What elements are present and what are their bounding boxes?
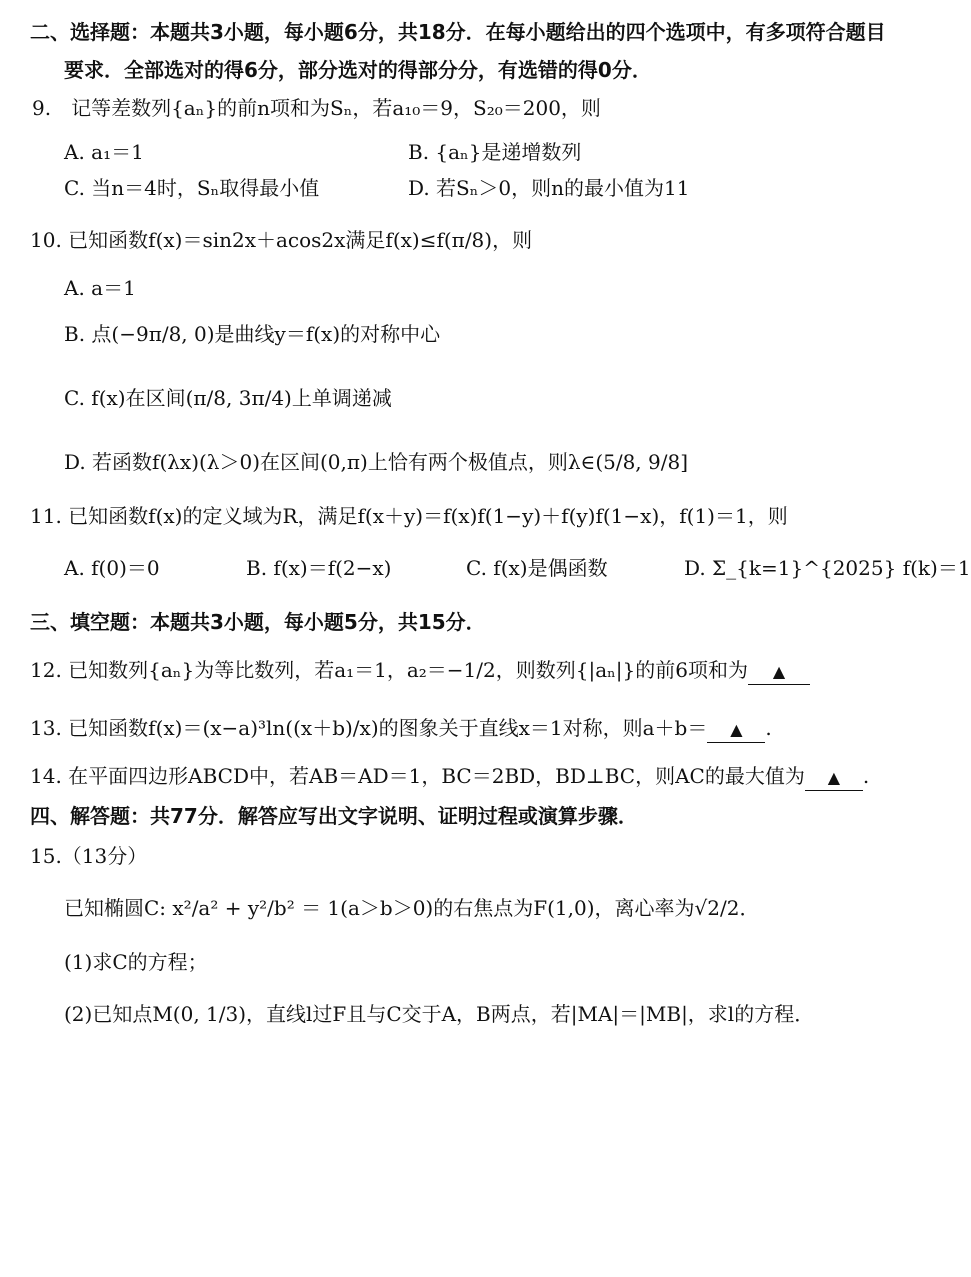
question-9-stem: 9. 记等差数列{aₙ}的前n项和为Sₙ，若a₁₀＝9，S₂₀＝200，则 bbox=[32, 96, 601, 120]
question-10-option-b: B. 点(−9π/8, 0)是曲线y＝f(x)的对称中心 bbox=[64, 322, 441, 346]
question-14-text: 14. 在平面四边形ABCD中，若AB＝AD＝1，BC＝2BD，BD⊥BC，则AC的最大值为 bbox=[30, 764, 805, 788]
question-10-option-d: D. 若函数f(λx)(λ＞0)在区间(0,π)上恰有两个极值点，则λ∈(5/8, 9/8] bbox=[64, 450, 689, 474]
question-15-stem: 已知椭圆C: x²/a² + y²/b² ＝ 1(a＞b＞0)的右焦点为F(1,0)，离心率为√2/2． bbox=[64, 896, 760, 920]
answer-triangle-icon: ▲ bbox=[730, 720, 743, 739]
question-15-part-2: (2)已知点M(0, 1/3)，直线l过F且与C交于A，B两点，若|MA|＝|MB|，求l的方程． bbox=[64, 1002, 815, 1026]
question-13-text: 13. 已知函数f(x)＝(x−a)³ln((x＋b)/x)的图象关于直线x＝1对称，则a＋b＝ bbox=[30, 716, 708, 740]
question-13 bbox=[30, 714, 772, 743]
question-13-tail: . bbox=[765, 716, 772, 740]
question-14 bbox=[30, 762, 869, 791]
question-14-answer-blank bbox=[805, 764, 863, 791]
question-11-option-a: A. f(0)＝0 bbox=[64, 556, 160, 580]
question-11-option-d: D. Σ_{k=1}^{2025} f(k)＝1 bbox=[684, 556, 971, 580]
section4-heading: 四、解答题：共77分．解答应写出文字说明、证明过程或演算步骤． bbox=[30, 804, 638, 828]
question-12 bbox=[30, 656, 810, 685]
answer-triangle-icon: ▲ bbox=[772, 662, 786, 681]
question-11-stem: 11. 已知函数f(x)的定义域为R，满足f(x＋y)＝f(x)f(1−y)＋f(y)f(1−x)，f(1)＝1，则 bbox=[30, 504, 788, 528]
question-14-tail: . bbox=[862, 764, 870, 788]
question-9-option-a: A. a₁＝1 bbox=[64, 140, 144, 164]
question-10-stem: 10. 已知函数f(x)＝sin2x＋acos2x满足f(x)≤f(π/8)，则 bbox=[30, 228, 533, 252]
question-9-option-b: B. {aₙ}是递增数列 bbox=[408, 140, 582, 164]
question-9-option-c: C. 当n＝4时，Sₙ取得最小值 bbox=[64, 176, 320, 200]
question-11-option-b: B. f(x)＝f(2−x) bbox=[246, 556, 392, 580]
question-11-option-c: C. f(x)是偶函数 bbox=[466, 556, 608, 580]
question-12-text: 12. 已知数列{aₙ}为等比数列，若a₁＝1，a₂＝−1/2，则数列{|aₙ|}的前6项和为 bbox=[30, 658, 748, 682]
answer-triangle-icon: ▲ bbox=[827, 768, 840, 787]
question-10-option-a: A. a＝1 bbox=[64, 276, 136, 300]
question-13-answer-blank bbox=[707, 716, 765, 743]
question-9-option-d: D. 若Sₙ＞0，则n的最小值为11 bbox=[408, 176, 690, 200]
section3-heading: 三、填空题：本题共3小题，每小题5分，共15分． bbox=[30, 610, 486, 634]
section2-heading-line1: 二、选择题：本题共3小题，每小题6分，共18分．在每小题给出的四个选项中，有多项符合题目 bbox=[30, 20, 886, 44]
question-12-answer-blank bbox=[748, 658, 810, 685]
question-15-title: 15.（13分） bbox=[30, 844, 148, 868]
section2-heading-line2: 要求．全部选对的得6分，部分选对的得部分分，有选错的得0分． bbox=[64, 58, 652, 82]
question-10-option-c: C. f(x)在区间(π/8, 3π/4)上单调递减 bbox=[64, 386, 392, 410]
question-15-part-1: (1)求C的方程； bbox=[64, 950, 208, 974]
